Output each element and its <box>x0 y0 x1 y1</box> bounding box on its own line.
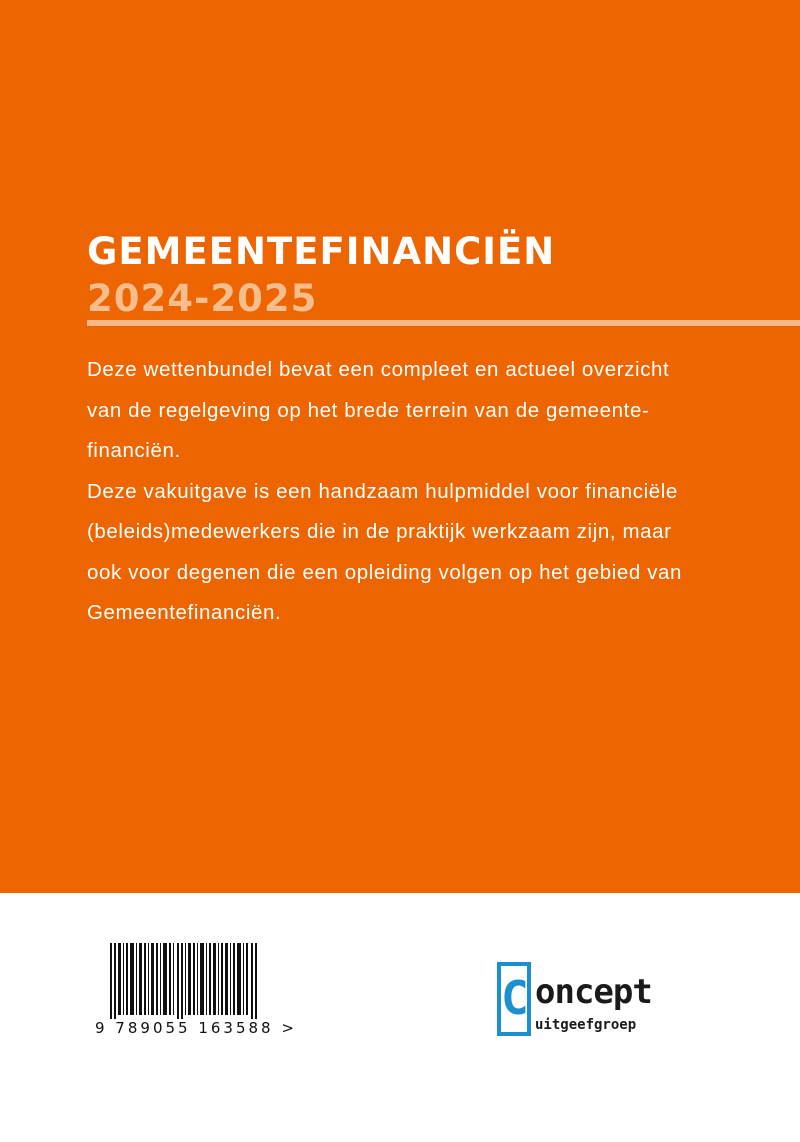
logo-letter: C <box>501 971 529 1025</box>
book-description <box>87 350 787 634</box>
publisher-logo <box>497 962 667 1042</box>
isbn-barcode <box>95 941 295 1051</box>
logo-wordmark: oncept <box>535 972 652 1012</box>
isbn-number: 9 789055 163588 > <box>95 1019 297 1037</box>
barcode-icon <box>110 943 262 1019</box>
description-paragraph: Deze vakuitgave is een handzaam hulpmiddel voor financiële (beleids)medewerkers die in de praktijk werkzaam zijn, maar ook voor degenen die een opleiding volgen op het gebied van Gemeentefinanciën. <box>87 479 683 624</box>
logo-subtitle: uitgeefgroep <box>535 1017 637 1033</box>
book-edition-year: 2024-2025 <box>87 277 318 320</box>
title-divider <box>87 320 800 326</box>
book-title: GEMEENTEFINANCIËN <box>87 230 556 273</box>
description-paragraph: Deze wettenbundel bevat een compleet en actueel overzicht van de regelgeving op het brede terrein van de gemeente- financiën. <box>87 358 670 462</box>
logo-frame <box>497 962 531 1036</box>
